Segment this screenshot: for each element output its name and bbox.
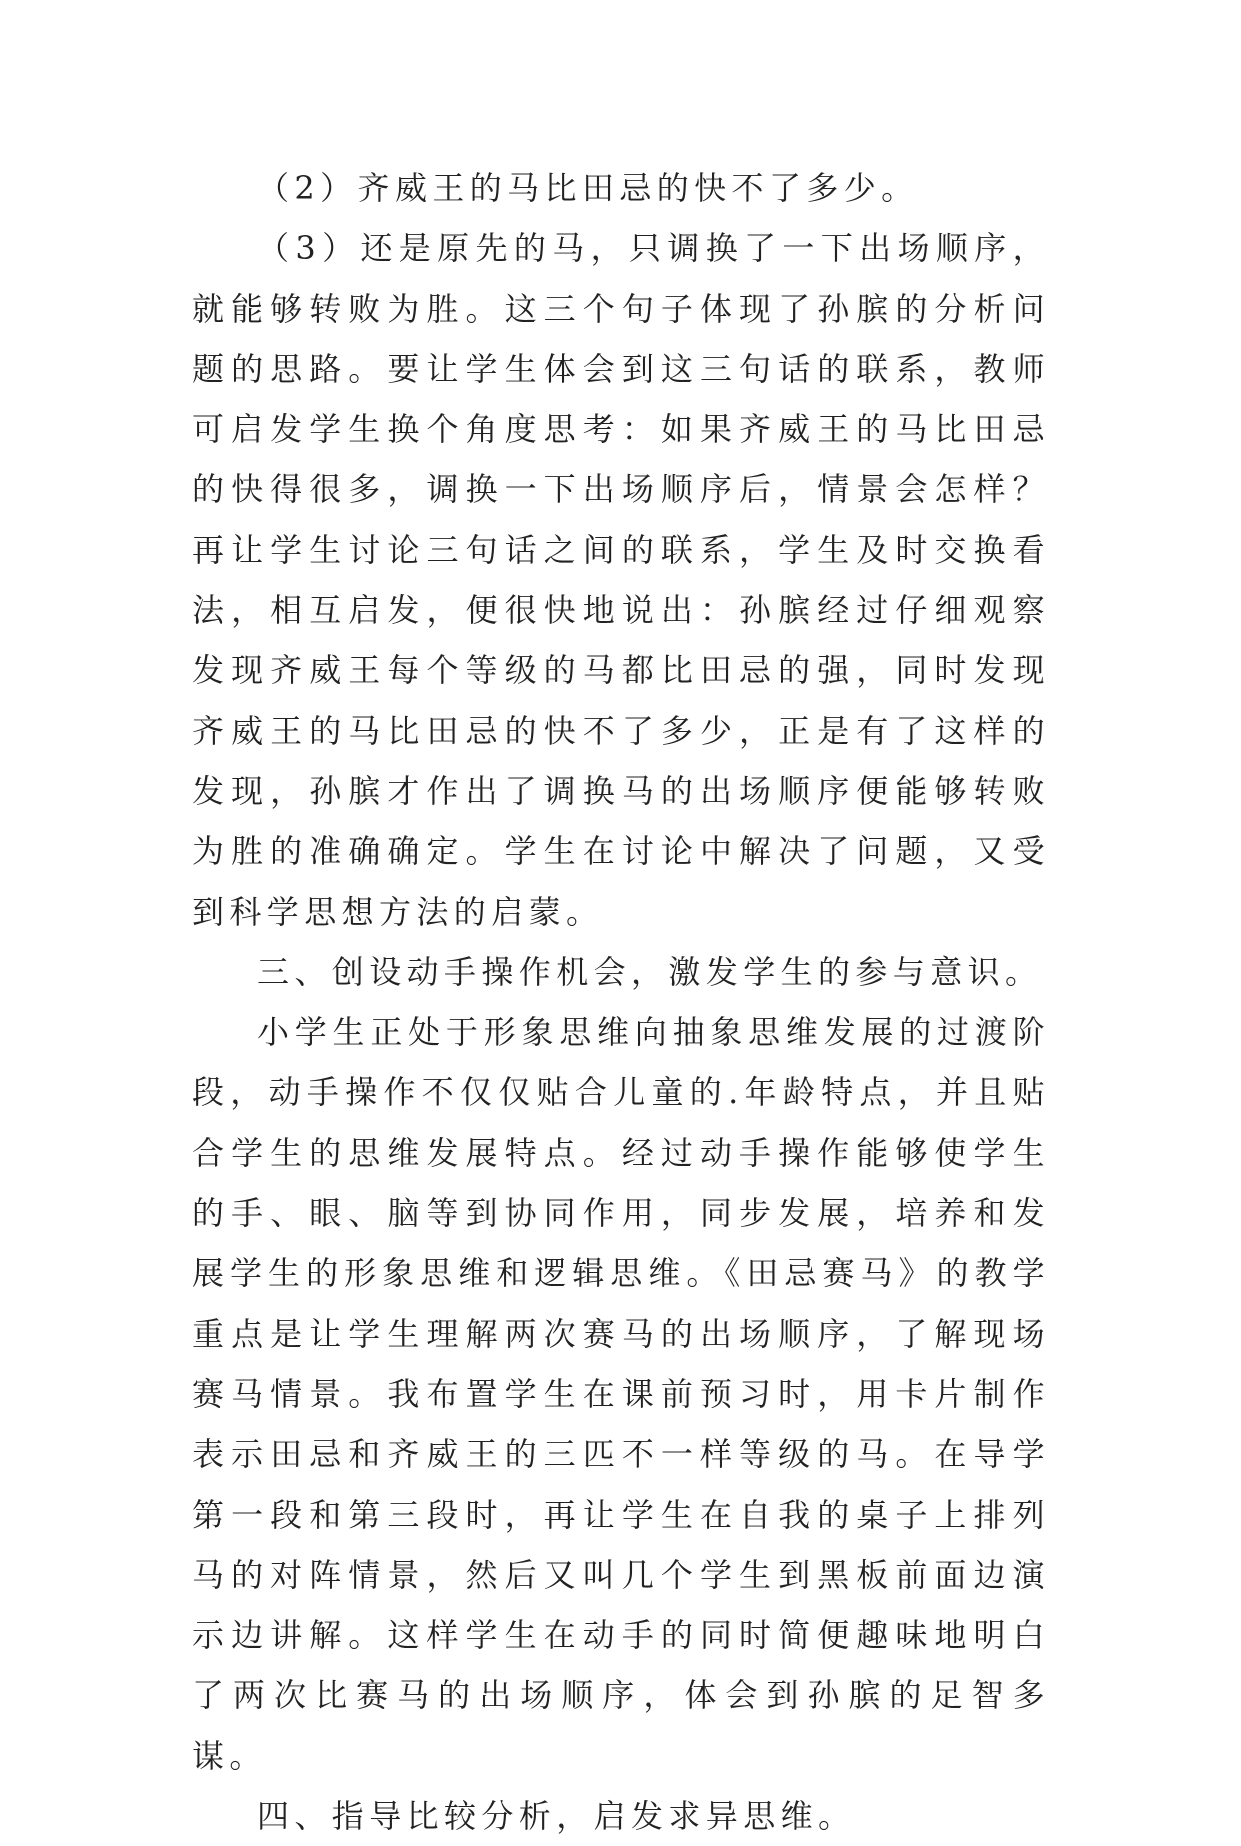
paragraph-point-3: （3）还是原先的马，只调换了一下出场顺序，就能够转败为胜。这三个句子体现了孙膑的分析问题的思路。要让学生体会到这三句话的联系，教师可启发学生换个角度思考：如果齐威王的马比田忌的快得很多，调换一下出场顺序后，情景会怎样？再让学生讨论三句话之间的联系，学生及时交换看法，相互启发，便很快地说出：孙膑经过仔细观察发现齐威王每个等级的马都比田忌的强，同时发现齐威王的马比田忌的快不了多少，正是有了这样的发现，孙膑才作出了调换马的出场顺序便能够转败为胜的准确确定。学生在讨论中解决了问题，又受到科学思想方法的启蒙。 xyxy=(192,229,1050,931)
paragraph-hands-on: 小学生正处于形象思维向抽象思维发展的过渡阶段，动手操作不仅仅贴合儿童的.年龄特点，并且贴合学生的思维发展特点。经过动手操作能够使学生的手、眼、脑等到协同作用，同步发展，培养和发展学生的形象思维和逻辑思维。《田忌赛马》的教学重点是让学生理解两次赛马的出场顺序，了解现场赛马情景。我布置学生在课前预习时，用卡片制作表示田忌和齐威王的三匹不一样等级的马。在导学第一段和第三段时，再让学生在自我的桌子上排列马的对阵情景，然后又叫几个学生到黑板前面边演示边讲解。这样学生在动手的同时简便趣味地明白了两次比赛马的出场顺序，体会到孙膑的足智多谋。 xyxy=(192,1013,1050,1775)
paragraph-point-2: （2）齐威王的马比田忌的快不了多少。 xyxy=(257,169,919,207)
section-heading-4: 四、指导比较分析，启发求异思维。 xyxy=(257,1797,856,1836)
body-text xyxy=(192,158,1050,1846)
section-heading-3: 三、创设动手操作机会，激发学生的参与意识。 xyxy=(257,952,1043,991)
